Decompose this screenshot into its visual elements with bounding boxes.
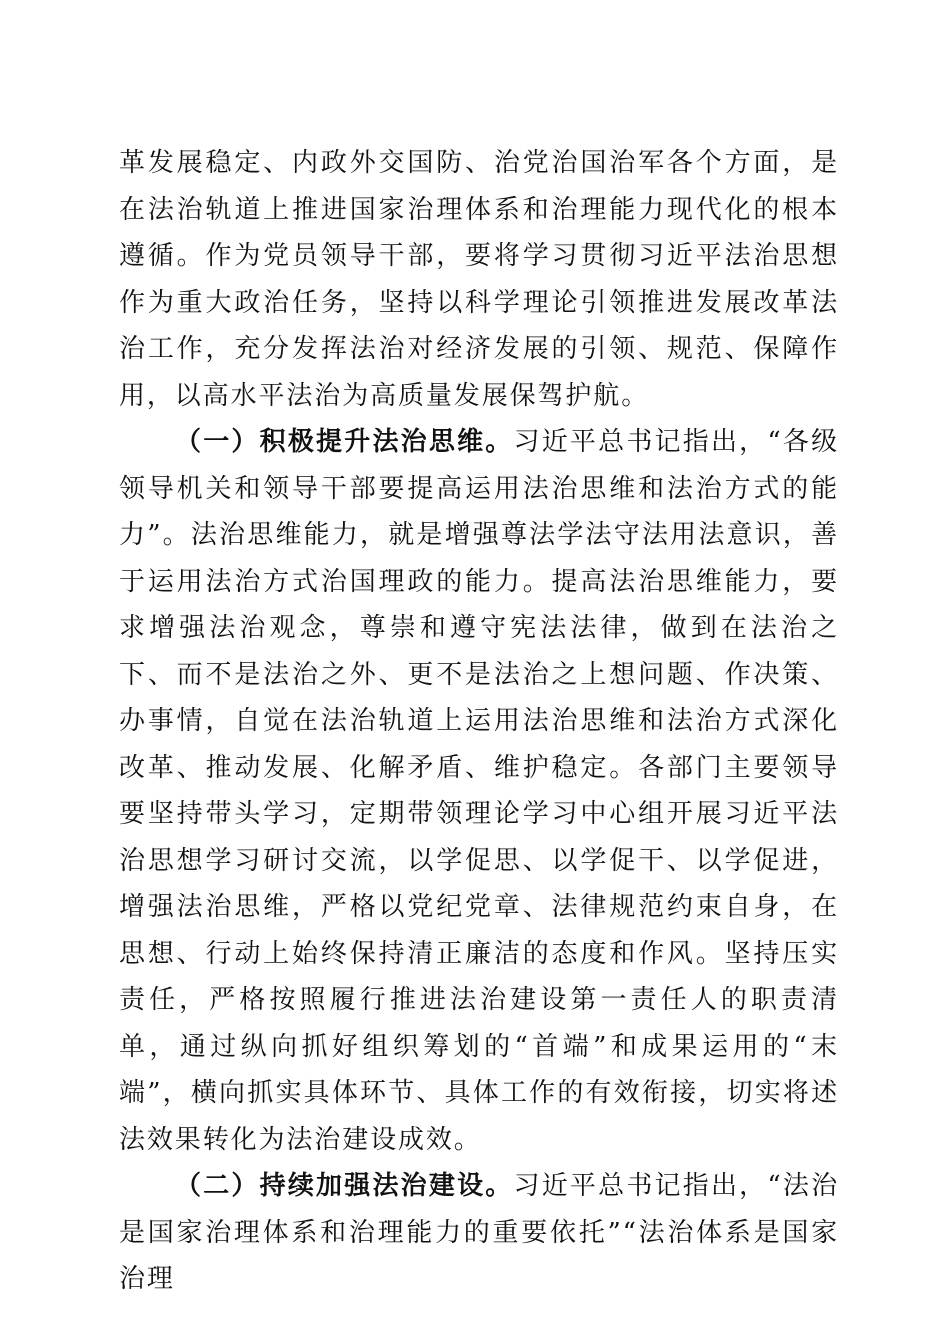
section-heading-two: （二）持续加强法治建设。 (175, 1171, 514, 1201)
paragraph-section-one (119, 419, 839, 1163)
document-body (119, 140, 839, 1303)
paragraph-text: 习近平总书记指出，“各级领导机关和领导干部要提高运用法治思维和法治方式的能力”。法治思维能力，就是增强尊法学法守法用法意识，善于运用法治方式治国理政的能力。提高法治思维能力，要求增强法治观念，尊崇和遵守宪法法律，做到在法治之下、而不是法治之外、更不是法治之上想问题、作决策、办事情，自觉在法治轨道上运用法治思维和法治方式深化改革、推动发展、化解矛盾、维护稳定。各部门主要领导要坚持带头学习，定期带领理论学习中心组开展习近平法治思想学习研讨交流，以学促思、以学促干、以学促进，增强法治思维，严格以党纪党章、法律规范约束自身，在思想、行动上始终保持清正廉洁的态度和作风。坚持压实责任，严格按照履行推进法治建设第一责任人的职责清单，通过纵向抓好组织筹划的“首端”和成果运用的“末端”，横向抓实具体环节、具体工作的有效衔接，切实将述法效果转化为法治建设成效。 (119, 427, 840, 1155)
paragraph-text: 习近平总书记指出，“法治是国家治理体系和治理能力的重要依托”“法治体系是国家治理 (119, 1171, 840, 1294)
paragraph-text: 革发展稳定、内政外交国防、治党治国治军各个方面，是在法治轨道上推进国家治理体系和治理能力现代化的根本遵循。作为党员领导干部，要将学习贯彻习近平法治思想作为重大政治任务，坚持以科学理论引领推进发展改革法治工作，充分发挥法治对经济发展的引领、规范、保障作用，以高水平法治为高质量发展保驾护航。 (119, 148, 839, 411)
section-heading-one: （一）积极提升法治思维。 (175, 427, 514, 457)
paragraph-continuation (119, 140, 839, 419)
paragraph-section-two (119, 1163, 839, 1303)
